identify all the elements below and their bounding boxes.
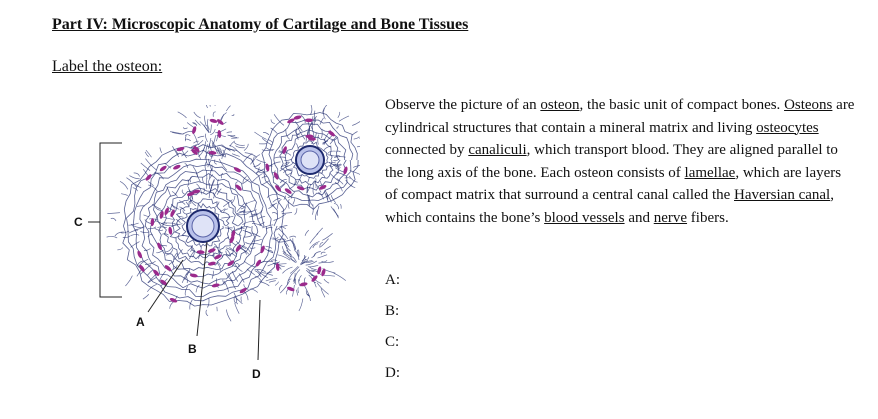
canaliculus: [115, 232, 124, 236]
canaliculus: [215, 105, 220, 106]
osteocyte: [343, 166, 349, 175]
canaliculus: [301, 115, 305, 123]
osteocyte: [284, 187, 293, 195]
canaliculus: [228, 135, 236, 136]
canaliculus: [321, 173, 326, 178]
canaliculus: [278, 234, 285, 242]
bracket-c: [88, 143, 122, 297]
canaliculus: [334, 203, 339, 209]
section-instruction: Label the osteon:: [52, 58, 163, 75]
canaliculus: [350, 171, 360, 175]
canaliculus: [275, 282, 278, 286]
canaliculus: [232, 154, 240, 157]
canaliculus: [185, 139, 190, 141]
osteon-diagram: [60, 105, 360, 390]
description-text-0: Observe the picture of an: [385, 97, 541, 113]
canaliculus: [345, 178, 351, 179]
canaliculus: [221, 216, 233, 218]
canaliculus: [232, 114, 234, 116]
description-text-16: fibers.: [687, 209, 729, 226]
description-text-4: are cylindrical structures that contain a mineral matrix and living: [385, 97, 855, 136]
canaliculus: [257, 270, 268, 278]
canaliculus: [227, 310, 232, 322]
osteon-illustration: [60, 105, 360, 390]
canaliculus: [231, 280, 235, 290]
canaliculus: [121, 194, 128, 196]
term-15: nerve: [653, 209, 688, 226]
canaliculus: [185, 286, 187, 295]
canaliculus: [186, 202, 189, 207]
canaliculus: [321, 252, 325, 254]
description-text-2: , the basic unit of compact bones.: [579, 97, 785, 113]
osteon-tissue: [107, 105, 360, 321]
label-c: C: [74, 215, 83, 229]
canaliculus: [330, 173, 339, 181]
canaliculus: [231, 138, 239, 139]
canaliculus: [338, 112, 340, 118]
canaliculus: [198, 136, 205, 138]
term-5: osteocytes: [756, 119, 819, 136]
canaliculus: [331, 206, 339, 216]
canaliculus: [256, 159, 266, 162]
canaliculus: [184, 127, 188, 128]
osteocyte: [164, 207, 170, 216]
osteocyte: [211, 283, 220, 288]
canaliculus: [334, 157, 346, 158]
canaliculus: [339, 116, 349, 121]
osteocyte: [214, 254, 223, 261]
canaliculus: [328, 151, 336, 154]
canaliculus: [243, 230, 255, 234]
term-3: Osteons: [784, 97, 833, 113]
canaliculus: [214, 160, 216, 165]
canaliculus: [295, 208, 297, 214]
canaliculus: [107, 213, 120, 214]
canaliculus: [234, 142, 245, 145]
canaliculus: [308, 265, 318, 267]
canaliculus: [322, 275, 335, 276]
canaliculus: [236, 146, 245, 148]
canaliculus: [167, 186, 171, 196]
canaliculus: [299, 275, 301, 281]
canaliculus: [296, 143, 298, 148]
canaliculus: [141, 163, 150, 171]
canaliculus: [205, 105, 207, 108]
canaliculus: [251, 289, 258, 293]
answer-c: C:: [385, 334, 400, 350]
canaliculus: [170, 301, 174, 308]
canaliculus: [252, 223, 265, 227]
canaliculus: [349, 176, 357, 182]
canaliculus: [245, 200, 255, 204]
canaliculus: [208, 105, 211, 107]
canaliculus: [206, 310, 208, 316]
canaliculus: [293, 199, 295, 205]
description-text-14: and: [624, 209, 654, 226]
canaliculus: [214, 244, 219, 254]
description-text-10: , which are layers of compact matrix that surround a central canal called the: [385, 164, 842, 204]
canaliculus: [208, 143, 210, 149]
canaliculus: [259, 282, 269, 287]
canaliculus: [207, 298, 209, 307]
canaliculus: [205, 162, 207, 171]
canaliculus: [173, 253, 177, 263]
canaliculus: [254, 132, 266, 139]
canaliculus: [245, 153, 257, 158]
answer-a: A:: [385, 272, 400, 288]
canaliculus: [210, 125, 211, 133]
canaliculus: [324, 279, 329, 283]
canaliculus: [271, 119, 275, 123]
canaliculus: [298, 287, 299, 293]
canaliculus: [117, 248, 122, 250]
canaliculus: [226, 106, 230, 111]
canaliculus: [125, 276, 132, 286]
osteocyte: [317, 266, 323, 275]
canaliculus: [340, 204, 341, 209]
canaliculus: [314, 252, 321, 257]
canaliculus: [165, 248, 172, 253]
canaliculus: [203, 188, 204, 193]
canaliculus: [269, 281, 276, 283]
canaliculus: [289, 236, 296, 237]
canaliculus: [237, 214, 247, 215]
canaliculus: [213, 112, 216, 117]
canaliculus: [231, 136, 238, 137]
label-b: B: [188, 342, 197, 356]
osteocyte: [168, 226, 173, 234]
canaliculus: [262, 176, 267, 178]
canaliculus: [327, 166, 333, 167]
canaliculus: [206, 170, 207, 179]
term-1: osteon: [540, 97, 580, 113]
label-a: A: [136, 315, 145, 329]
canaliculus: [185, 135, 186, 141]
canaliculus: [178, 112, 187, 118]
canaliculus: [182, 149, 187, 158]
canaliculus: [295, 279, 296, 285]
canaliculus: [129, 176, 139, 179]
canaliculus: [267, 273, 273, 275]
canaliculus: [235, 303, 240, 314]
canaliculus: [205, 116, 207, 126]
canaliculus: [306, 270, 313, 276]
canaliculus: [157, 227, 166, 228]
canaliculus: [272, 213, 277, 215]
canaliculus: [308, 177, 310, 182]
canaliculus: [198, 140, 203, 144]
answer-d: D:: [385, 365, 400, 381]
canaliculus: [336, 126, 338, 128]
term-9: lamellae: [684, 164, 736, 181]
canaliculus: [213, 192, 214, 198]
canaliculus: [299, 299, 303, 311]
canaliculus: [263, 132, 269, 134]
canaliculus: [334, 273, 346, 281]
osteocyte: [159, 211, 165, 220]
canaliculus: [160, 148, 162, 153]
canaliculus: [182, 190, 184, 195]
canaliculus: [352, 132, 357, 136]
term-7: canaliculi: [468, 142, 527, 159]
canaliculus: [134, 173, 140, 177]
canaliculus: [318, 192, 323, 199]
osteocyte: [209, 118, 218, 123]
canaliculus: [295, 130, 300, 135]
canaliculus: [281, 204, 287, 212]
canaliculus: [162, 217, 174, 220]
canaliculus: [123, 236, 131, 238]
canaliculus: [163, 223, 175, 224]
page-title: Part IV: Microscopic Anatomy of Cartilage and Bone Tissues: [52, 16, 469, 33]
canaliculus: [146, 150, 152, 157]
canaliculus: [324, 246, 331, 250]
canaliculus: [221, 173, 223, 178]
canaliculus: [133, 188, 138, 191]
haversian-canal-large: [187, 210, 219, 242]
canaliculus: [143, 294, 149, 299]
canaliculus: [274, 214, 286, 221]
canaliculus: [305, 230, 309, 236]
term-11: Haversian canal: [734, 187, 831, 204]
canaliculus: [155, 228, 164, 230]
canaliculus: [131, 242, 140, 248]
osteocyte: [191, 126, 197, 135]
canaliculus: [111, 218, 116, 221]
canaliculus: [237, 203, 245, 212]
description-text-6: connected by: [385, 142, 469, 159]
canaliculus: [175, 236, 184, 239]
canaliculus: [140, 232, 148, 233]
description-text-8: , which transport blood. They are aligned parallel to the long axis of the bone. Each osteon consists of: [385, 142, 838, 181]
description-text-12: , which contains the bone’s: [385, 187, 834, 226]
canaliculus: [202, 178, 203, 183]
haversian-canal-small: [296, 146, 324, 174]
canaliculus: [354, 137, 360, 139]
canaliculus: [194, 141, 199, 143]
canaliculus: [120, 181, 128, 189]
canaliculus: [297, 290, 298, 296]
canaliculus: [304, 285, 310, 297]
canaliculus: [210, 180, 214, 193]
canaliculus: [310, 267, 317, 269]
canaliculus: [227, 132, 232, 133]
answer-b: B:: [385, 303, 400, 319]
canaliculus: [271, 260, 277, 261]
osteocyte: [208, 261, 217, 266]
osteocyte: [197, 250, 205, 254]
canaliculus: [352, 118, 360, 125]
canaliculus: [148, 270, 154, 275]
canaliculus: [318, 255, 328, 258]
canaliculus: [279, 285, 282, 290]
canaliculus: [310, 105, 312, 115]
canaliculus: [318, 135, 319, 145]
canaliculus: [310, 233, 318, 243]
canaliculus: [268, 140, 273, 143]
canaliculus: [288, 199, 289, 209]
canaliculus: [194, 112, 201, 118]
term-13: blood vessels: [544, 209, 625, 226]
canaliculus: [144, 215, 149, 217]
canaliculus: [131, 234, 139, 235]
osteocyte: [296, 185, 305, 191]
canaliculus: [244, 144, 248, 151]
answer-list: [385, 270, 400, 394]
canaliculus: [313, 182, 314, 194]
canaliculus: [107, 236, 118, 238]
leader-line-d: [258, 300, 260, 360]
canaliculus: [353, 165, 360, 167]
canaliculus: [205, 134, 207, 142]
canaliculus: [322, 233, 332, 240]
canaliculus: [262, 272, 272, 273]
canaliculus: [274, 157, 286, 158]
label-d: D: [252, 367, 261, 381]
canaliculus: [357, 142, 360, 147]
osteon-description: [385, 94, 855, 230]
